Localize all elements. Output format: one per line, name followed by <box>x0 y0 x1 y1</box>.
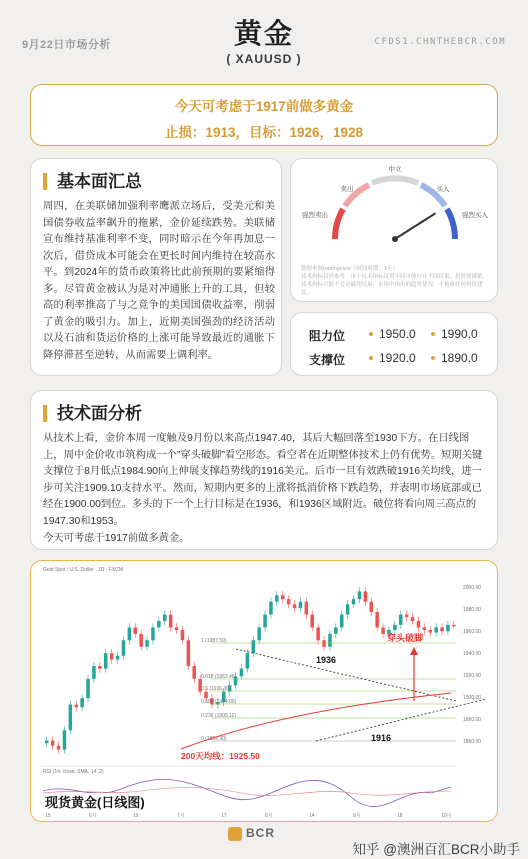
technical-card <box>30 390 498 550</box>
fundamentals-title: 基本面汇总 <box>43 173 142 190</box>
x-tick-label: 8月 <box>265 813 273 819</box>
support-row <box>291 351 499 375</box>
fib-label: 0.5 (1936.30) <box>201 686 231 692</box>
y-tick-label: 1900.00 <box>463 695 482 701</box>
gauge-note: 数据来源tradingview（时间周期：1天） 技术指标仅供参考，由于技术指标设置不同可能存在不同结果，投资需谨慎，技术指标可能不会是最终结果，市场中指出的趋势情况，不构成任何投资建议。 <box>301 266 489 296</box>
price-chart-card <box>30 560 498 822</box>
x-tick-label: 15 <box>45 813 51 819</box>
y-tick-label: 1860.00 <box>463 739 482 745</box>
headline-card <box>30 84 498 146</box>
technical-title: 技术面分析 <box>43 405 142 422</box>
support-label: 支撑位 <box>309 353 346 367</box>
gauge-label-neutral: 中立 <box>388 166 402 173</box>
sentiment-gauge-card <box>290 158 498 302</box>
resistance-label: 阻力位 <box>309 329 346 343</box>
headline-line1: 今天可考虑于1917前做多黄金 <box>174 99 354 114</box>
y-tick-label: 1880.00 <box>463 717 482 723</box>
x-tick-label: 18 <box>397 813 403 819</box>
footer-logo <box>228 826 275 841</box>
x-tick-label: 6月 <box>89 813 97 819</box>
x-tick-label: 7月 <box>177 813 185 819</box>
rsi-label: RSI (14, close, SMA, 14, 2) <box>43 769 104 775</box>
fib-label: 1 (1987.50) <box>201 638 227 644</box>
site-url: CFDS1.CHNTHEBCR.COM <box>374 37 506 47</box>
bullet-icon <box>431 332 435 336</box>
chart-header: Gold Spot / U.S. Dollar · 1D · FXCM <box>43 567 124 573</box>
page-title: 黄金 <box>233 18 294 49</box>
x-tick-label: 19 <box>133 813 139 819</box>
sentiment-gauge <box>291 159 499 263</box>
x-tick-label: 9月 <box>353 813 361 819</box>
gauge-label-buy: 买入 <box>436 186 450 193</box>
gauge-strong-buy-arc <box>447 209 455 239</box>
y-tick-label: 2000.00 <box>463 585 482 591</box>
gauge-label-sell: 卖出 <box>340 186 354 193</box>
fundamentals-card <box>30 158 282 376</box>
bcr-logo-icon <box>228 827 242 841</box>
footer-brand: BCR <box>246 826 275 840</box>
annot-1916: 1916 <box>371 733 392 743</box>
gauge-label-strong-sell: 强烈卖出 <box>302 212 328 219</box>
gauge-hub <box>392 236 398 242</box>
support-value-2: 1890.0 <box>441 351 478 365</box>
support-value-1: 1920.0 <box>379 351 416 365</box>
gauge-label-strong-buy: 强烈买入 <box>462 212 488 219</box>
bullet-icon <box>431 356 435 360</box>
y-tick-label: 1920.00 <box>463 673 482 679</box>
watermark: 知乎 @澳洲百汇BCR小助手 <box>352 842 520 857</box>
technical-body: 从技术上看，金价本周一度触及9月份以来高点1947.40，其后大幅回落至1930下方。在日线图上，周中金价收市筑构成一个”穿头破脚”看空形态。看空者在近期整体技术上仍有优势。短期关键支撑位于8月低点1984.90向上伸展支撑趋势线的1916美元。后市一旦有效跌破1916关均线，进一步可关注1909.10支持水平。然而，短期内更多的上涨将抵消价格下跌趋势，并表明市场底部或已经在1900.00到位。多头的下一个上行目标是在1936，和1936区域附近。破位将看向周三高点的1947.30和1953。 今天可考虑于1917前做多黄金。 <box>43 433 483 544</box>
gauge-neutral-arc <box>372 178 418 183</box>
symbol-subtitle: ( XAUUSD ) <box>226 52 302 66</box>
annot-break: 穿头破脚 <box>387 633 424 643</box>
fundamentals-body: 周四，在美联储加强利率鹰派立场后，受美元和美国债券收益率飙升的拖累，金价延续跌势。美联储宣布维持基准利率不变，同时暗示在今年再加息一次后，借贷成本可能会在更长时间内维持在较高水平。到2024年的货币政策将比此前预期的要紧缩得多。尽管黄金被认为是对冲通胀上升的工具，但较高的利率推高了与之竞争的美国国债收益率，削弱了黄金的吸引力。加上，近期美国强劲的经济活动以及石油和货运价格的上涨可能导致最近的通胀下降停滞甚至逆转，从而需要上调利率。 <box>43 201 275 361</box>
resistance-value-2: 1990.0 <box>441 327 478 341</box>
annot-ma200: 200天均线：1925.50 <box>181 751 260 761</box>
gauge-strong-sell-arc <box>335 209 343 239</box>
x-tick-label: 17 <box>221 813 227 819</box>
x-tick-label: 14 <box>309 813 315 819</box>
fib-label: 0 (1884.90) <box>201 736 227 742</box>
y-tick-label: 1960.00 <box>463 629 482 635</box>
y-tick-label: 1980.00 <box>463 607 482 613</box>
x-tick-label: 10月 <box>441 813 452 819</box>
fib-label: 0.618 (1953.46) <box>201 674 237 680</box>
fib-label: 0.382 (1924.06) <box>201 699 237 705</box>
bullet-icon <box>369 356 373 360</box>
fib-label: 0.236 (1909.11) <box>201 713 236 719</box>
resistance-value-1: 1950.0 <box>379 327 416 341</box>
header-date: 9月22日市场分析 <box>22 39 111 51</box>
resistance-row <box>291 327 499 351</box>
y-tick-label: 1940.00 <box>463 651 482 657</box>
chart-caption: 现货黄金(日线图) <box>45 795 145 810</box>
gold-daily-chart <box>31 561 497 821</box>
bullet-icon <box>369 332 373 336</box>
annot-1936: 1936 <box>316 655 337 665</box>
key-levels-card <box>290 312 498 376</box>
gauge-needle <box>395 213 436 239</box>
headline-line2: 止损：1913，目标：1926，1928 <box>164 125 364 140</box>
